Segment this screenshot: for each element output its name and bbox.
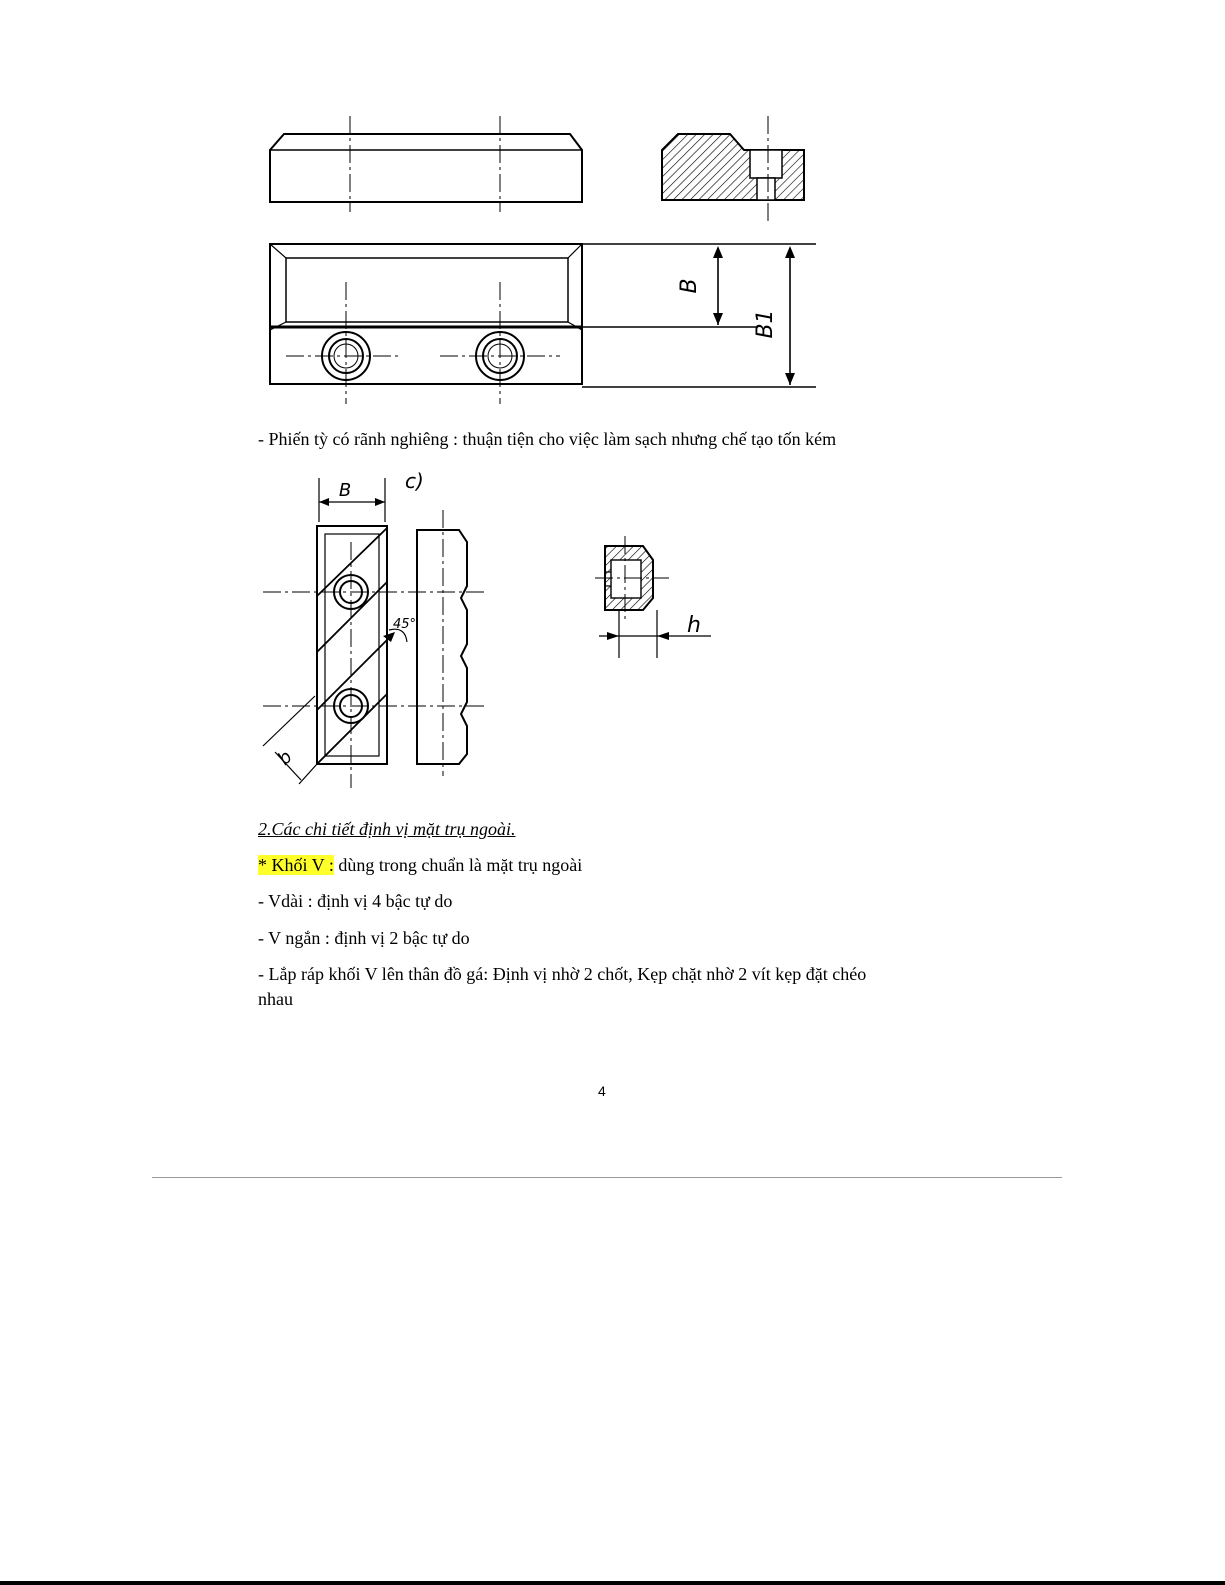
bottom-edge — [0, 1581, 1225, 1585]
dimension-label-B-small: B — [338, 480, 352, 501]
v-block-highlight: * Khối V : — [258, 855, 334, 875]
grooved-plate-description: - Phiến tỳ có rãnh nghiêng : thuận tiện cho việc làm sạch nhưng chế tạo tốn kém — [258, 429, 837, 449]
angle-label-45: 45° — [393, 617, 417, 632]
dimension-label-B: B — [677, 278, 702, 294]
bullet-assembly: - Lắp ráp khối V lên thân đồ gá: Định vị nhờ 2 chốt, Kẹp chặt nhờ 2 vít kẹp đặt chéo — [258, 964, 867, 984]
grooved-plate-drawing — [255, 466, 725, 796]
section-heading: 2.Các chi tiết định vị mặt trụ ngoài. — [258, 819, 516, 839]
v-block-line — [258, 854, 582, 876]
grooved-plate-side-view — [417, 530, 467, 764]
flat-plate-drawing — [260, 112, 830, 412]
v-block-description: dùng trong chuẩn là mặt trụ ngoài — [333, 855, 583, 875]
plate-front-view — [270, 134, 582, 202]
page-number: 4 — [598, 1083, 606, 1099]
bullet-long-v: - Vdài : định vị 4 bậc tự do — [258, 891, 453, 911]
dimension-label-B1: B1 — [753, 309, 778, 339]
plate-top-view — [270, 244, 582, 384]
page-separator — [152, 1177, 1062, 1178]
figure-label-c: c) — [405, 469, 424, 493]
bullet-short-v: - V ngắn : định vị 2 bậc tự do — [258, 928, 470, 948]
dimension-label-h: h — [687, 613, 701, 638]
dimension-label-b: b — [273, 746, 297, 770]
bullet-assembly-continuation: nhau — [258, 989, 293, 1009]
